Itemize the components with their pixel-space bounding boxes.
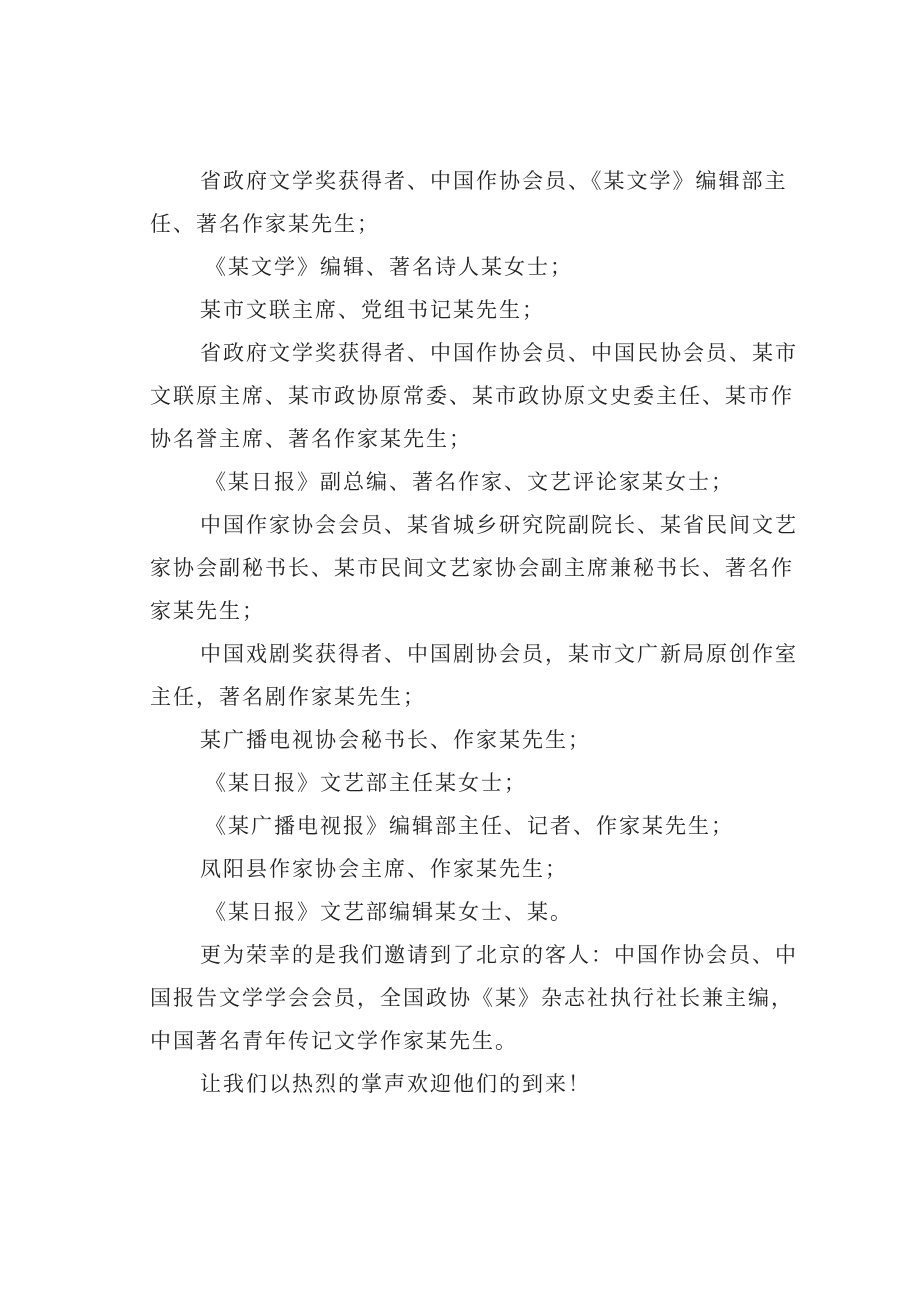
paragraph-guest-12: 《某日报》文艺部编辑某女士、某。 [205,900,573,924]
paragraph-guest-2: 《某文学》编辑、著名诗人某女士； [205,255,573,279]
paragraph-beijing-guest: 更为荣幸的是我们邀请到了北京的客人：中国作协会员、中国报告文学学会会员，全国政协《某》杂志社执行社长兼主编，中国著名青年传记文学作家某先生。 [150,943,798,1053]
paragraph-guest-9: 《某日报》文艺部主任某女士； [205,771,527,795]
paragraph-guest-1: 省政府文学奖获得者、中国作协会员、《某文学》编辑部主任、著名作家某先生； [150,169,788,236]
paragraph-guest-5: 《某日报》副总编、著名作家、文艺评论家某女士； [205,470,734,494]
paragraph-guest-6: 中国作家协会会员、某省城乡研究院副院长、某省民间文艺家协会副秘书长、某市民间文艺家协会副主席兼秘书长、著名作家某先生； [150,513,798,623]
paragraph-guest-7: 中国戏剧奖获得者、中国剧协会员，某市文广新局原创作室主任，著名剧作家某先生； [150,642,798,709]
paragraph-guest-3: 某市文联主席、党组书记某先生； [200,298,545,322]
document-body [150,160,806,1106]
paragraph-guest-4: 省政府文学奖获得者、中国作协会员、中国民协会员、某市文联原主席、某市政协原常委、某市政协原文史委主任、某市作协名誉主席、著名作家某先生； [150,341,798,451]
paragraph-guest-8: 某广播电视协会秘书长、作家某先生； [200,728,591,752]
paragraph-closing: 让我们以热烈的掌声欢迎他们的到来！ [200,1072,591,1096]
paragraph-guest-11: 凤阳县作家协会主席、作家某先生； [200,857,568,881]
paragraph-guest-10: 《某广播电视报》编辑部主任、记者、作家某先生； [205,814,734,838]
